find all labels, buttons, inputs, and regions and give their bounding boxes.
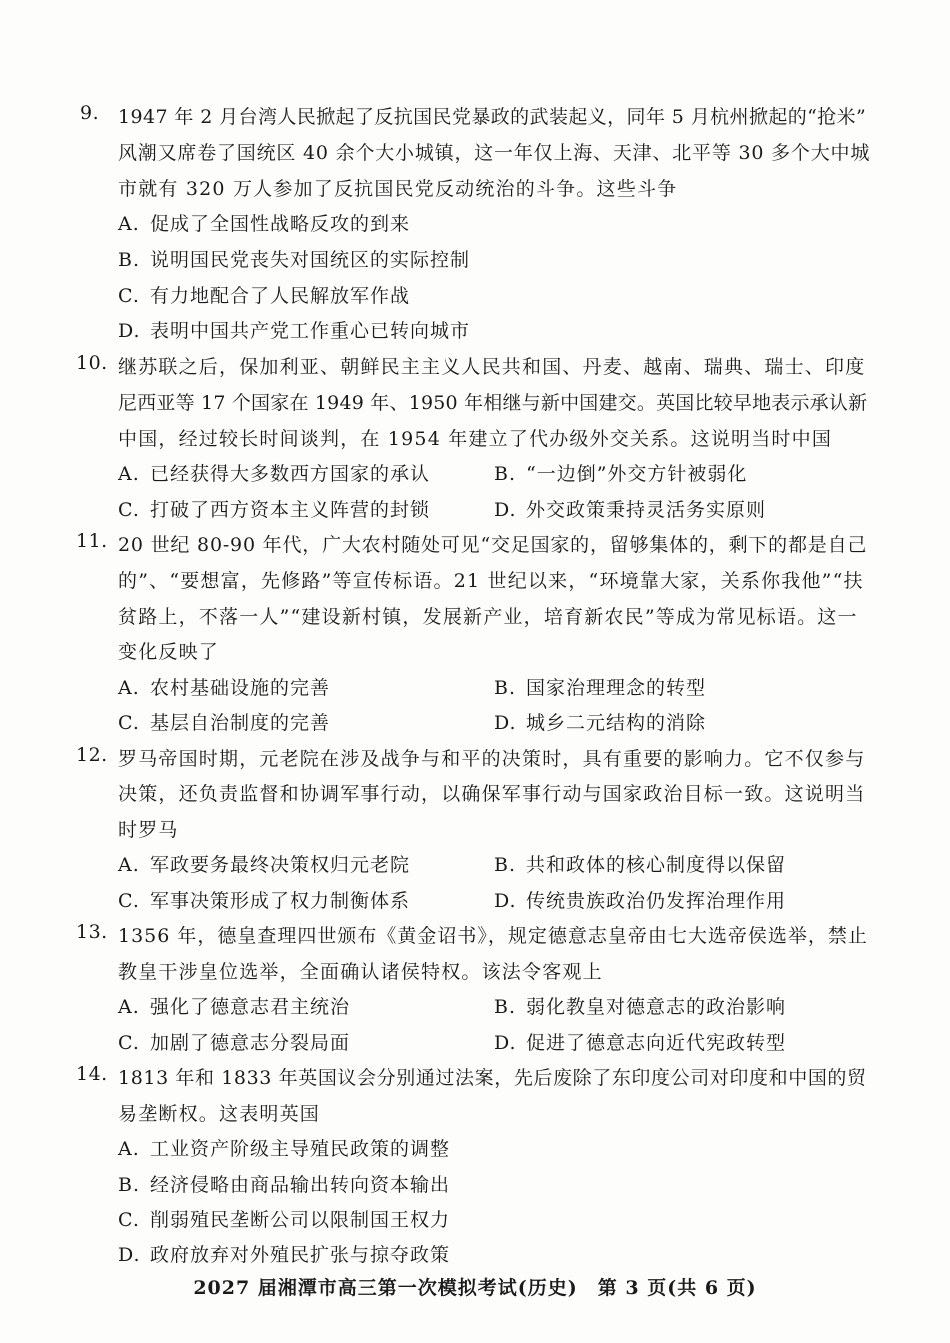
option-d: D. 传统贵族政治仍发挥治理作用	[494, 890, 787, 912]
question-stem-line: 20 世纪 80-90 年代，广大农村随处可见“交足国家的，留够集体的，剩下的都是自己	[118, 534, 868, 556]
question-stem-line: 继苏联之后，保加利亚、朝鲜民主主义人民共和国、丹麦、越南、瑞典、瑞士、印度	[118, 356, 866, 378]
option-b: B. 弱化教皇对德意志的政治影响	[494, 996, 787, 1018]
question-stem-line: 决策，还负责监督和协调军事行动，以确保军事行动与国家政治目标一致。这说明当	[118, 783, 866, 805]
option-b: B. “一边倒”外交方针被弱化	[494, 463, 748, 485]
option-a: A. 促成了全国性战略反攻的到来	[118, 213, 411, 235]
question-stem-line: 教皇干涉皇位选举，全面确认诸侯特权。该法令客观上	[118, 961, 603, 983]
option-b: B. 共和政体的核心制度得以保留	[494, 854, 787, 876]
option-a: A. 农村基础设施的完善	[118, 677, 331, 699]
option-b: B. 说明国民党丧失对国统区的实际控制	[118, 249, 471, 271]
question-stem-line: 的”、“要想富，先修路”等宣传标语。21 世纪以来，“环境靠大家，关系你我他”“扶	[118, 570, 864, 592]
option-d: D. 表明中国共产党工作重心已转向城市	[118, 320, 471, 342]
option-c: C. 削弱殖民垄断公司以限制国王权力	[118, 1209, 451, 1231]
question-stem-line: 易垄断权。这表明英国	[118, 1103, 321, 1125]
question-number: 9.	[80, 102, 100, 124]
question-number: 13.	[76, 921, 108, 943]
option-b: B. 经济侵略由商品输出转向资本输出	[118, 1174, 451, 1196]
question-number: 11.	[76, 530, 108, 552]
option-a: A. 已经获得大多数西方国家的承认	[118, 463, 431, 485]
option-c: C. 打破了西方资本主义阵营的封锁	[118, 499, 431, 521]
question-stem-line: 1813 年和 1833 年英国议会分别通过法案，先后废除了东印度公司对印度和中国的贸	[118, 1067, 867, 1089]
option-d: D. 外交政策秉持灵活务实原则	[494, 499, 767, 521]
question-stem-line: 风潮又席卷了国统区 40 余个大小城镇，这一年仅上海、天津、北平等 30 多个大中城	[118, 142, 871, 164]
page-footer: 2027 届湘潭市高三第一次模拟考试(历史) 第 3 页(共 6 页)	[193, 1277, 757, 1299]
option-a: A. 工业资产阶级主导殖民政策的调整	[118, 1138, 451, 1160]
question-number: 12.	[76, 744, 108, 766]
option-a: A. 强化了德意志君主统治	[118, 996, 351, 1018]
option-b: B. 国家治理理念的转型	[494, 677, 707, 699]
question-stem-line: 市就有 320 万人参加了反抗国民党反动统治的斗争。这些斗争	[118, 178, 678, 200]
question-stem-line: 贫路上，不落一人”“建设新村镇，发展新产业，培育新农民”等成为常见标语。这一	[118, 606, 858, 628]
question-stem-line: 罗马帝国时期，元老院在涉及战争与和平的决策时，具有重要的影响力。它不仅参与	[118, 748, 866, 770]
option-d: D. 促进了德意志向近代宪政转型	[494, 1032, 787, 1054]
question-stem-line: 变化反映了	[118, 641, 220, 663]
option-a: A. 军政要务最终决策权归元老院	[118, 854, 411, 876]
question-number: 14.	[76, 1063, 108, 1085]
option-d: D. 城乡二元结构的消除	[494, 712, 707, 734]
question-stem-line: 1947 年 2 月台湾人民掀起了反抗国民党暴政的武装起义，同年 5 月杭州掀起的“抢米”	[118, 106, 867, 128]
question-stem-line: 尼西亚等 17 个国家在 1949 年、1950 年相继与新中国建交。英国比较早地表示承认新	[118, 392, 868, 414]
question-number: 10.	[76, 352, 108, 374]
question-stem-line: 1356 年，德皇查理四世颁布《黄金诏书》，规定德意志皇帝由七大选帝侯选举，禁止	[118, 925, 868, 947]
option-c: C. 有力地配合了人民解放军作战	[118, 285, 411, 307]
option-c: C. 基层自治制度的完善	[118, 712, 331, 734]
question-stem-line: 中国，经过较长时间谈判，在 1954 年建立了代办级外交关系。这说明当时中国	[118, 428, 833, 450]
option-d: D. 政府放弃对外殖民扩张与掠夺政策	[118, 1244, 451, 1266]
option-c: C. 加剧了德意志分裂局面	[118, 1032, 351, 1054]
question-stem-line: 时罗马	[118, 819, 179, 841]
option-c: C. 军事决策形成了权力制衡体系	[118, 890, 411, 912]
